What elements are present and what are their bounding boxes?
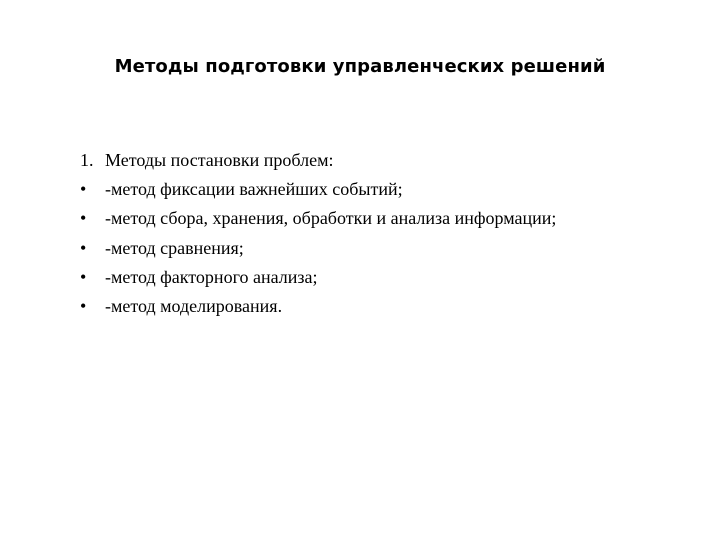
list-item-text: -метод сравнения;	[105, 237, 244, 258]
list-item	[80, 263, 700, 292]
list-item-text: -метод фиксации важнейших событий;	[105, 179, 403, 200]
bullet-marker: •	[80, 179, 87, 200]
list-item	[80, 175, 700, 204]
bullet-marker: •	[80, 295, 87, 316]
list-item-text: -метод факторного анализа;	[105, 266, 318, 287]
bullet-marker: •	[80, 237, 87, 258]
list-item	[80, 292, 700, 321]
slide-title: Методы подготовки управленческих решений	[114, 56, 606, 77]
list-item-methods-heading	[80, 146, 700, 175]
list-number-marker: 1.	[80, 150, 94, 170]
bullet-marker: •	[80, 208, 87, 229]
bullet-marker: •	[80, 266, 87, 287]
slide-content-list	[80, 146, 700, 321]
list-item-text: -метод сбора, хранения, обработки и анализа информации;	[105, 208, 557, 229]
list-item	[80, 234, 700, 263]
list-item	[80, 204, 700, 233]
list-item-text: -метод моделирования.	[105, 295, 283, 316]
list-item-text: Методы постановки проблем:	[105, 150, 334, 170]
